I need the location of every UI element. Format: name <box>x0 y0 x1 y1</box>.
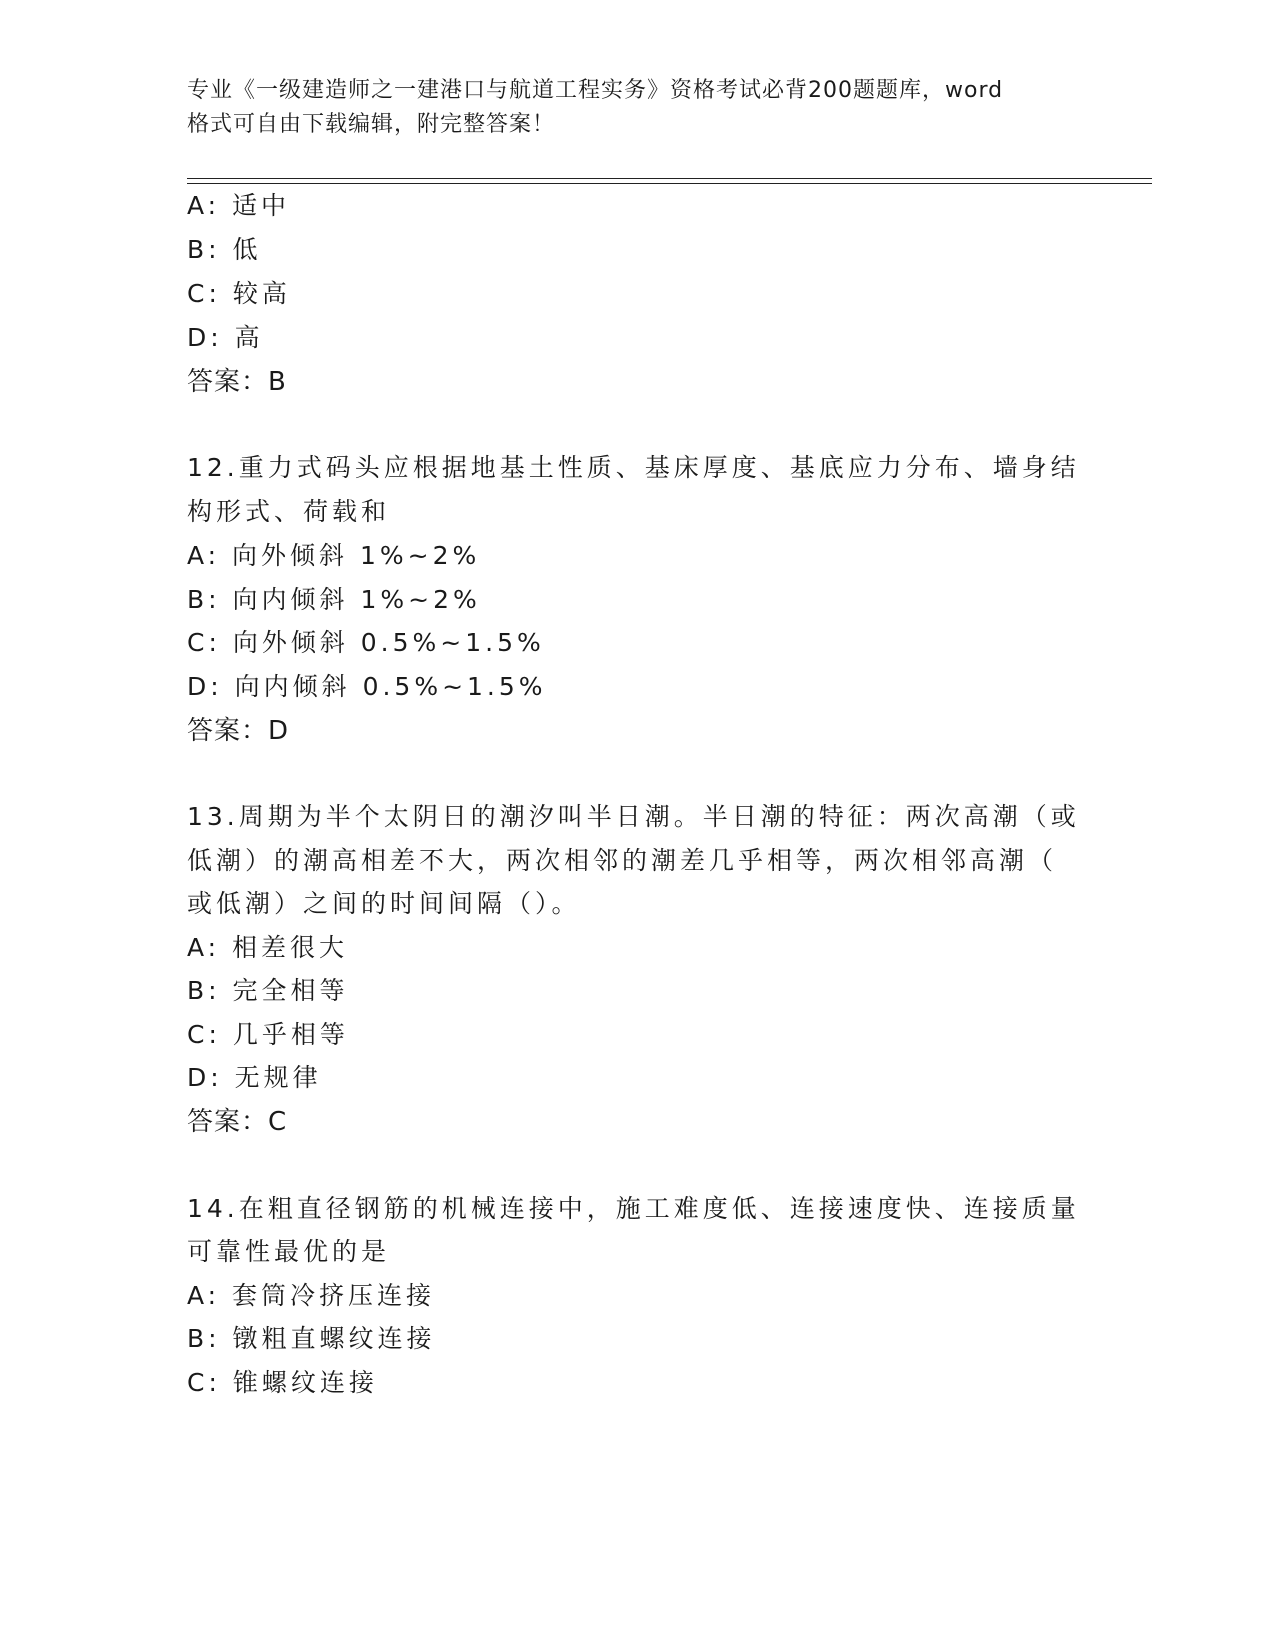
header-line-2: 格式可自由下载编辑，附完整答案！ <box>187 112 556 137</box>
q14-option-b: B: 镦粗直螺纹连接 <box>187 1324 436 1353</box>
q13-option-b: B: 完全相等 <box>187 976 349 1005</box>
q13-option-a: A: 相差很大 <box>187 933 349 962</box>
q13-stem-line-2: 低潮）的潮高相差不大，两次相邻的潮差几乎相等，两次相邻高潮（ <box>187 846 1058 875</box>
document-header <box>187 74 1067 142</box>
q11-option-d: D: 高 <box>187 323 264 352</box>
header-line-1: 专业《一级建造师之一建港口与航道工程实务》资格考试必背200题题库，word <box>187 78 1004 103</box>
q11-option-c: C: 较高 <box>187 279 291 308</box>
q14-stem-line-1: 14.在粗直径钢筋的机械连接中，施工难度低、连接速度快、连接质量 <box>187 1194 1080 1223</box>
header-divider-bottom <box>187 183 1152 184</box>
q13-stem-line-3: 或低潮）之间的时间间隔（）。 <box>187 889 581 918</box>
q12-stem-line-1: 12.重力式码头应根据地基土性质、基床厚度、基底应力分布、墙身结 <box>187 453 1080 482</box>
q13-option-c: C: 几乎相等 <box>187 1020 349 1049</box>
q13-stem-line-1: 13.周期为半个太阴日的潮汐叫半日潮。半日潮的特征：两次高潮（或 <box>187 802 1080 831</box>
q12-option-c: C: 向外倾斜 0.5%~1.5% <box>187 628 545 657</box>
q14-option-c: C: 锥螺纹连接 <box>187 1368 378 1397</box>
q12-answer: 答案：D <box>187 716 290 746</box>
q11-answer: 答案：B <box>187 367 287 397</box>
q14-stem-line-2: 可靠性最优的是 <box>187 1237 391 1266</box>
q11-option-b: B: 低 <box>187 235 262 264</box>
q13-option-d: D: 无规律 <box>187 1063 322 1092</box>
q12-option-a: A: 向外倾斜 1%~2% <box>187 541 481 570</box>
header-divider-top <box>187 178 1152 179</box>
q11-option-a: A: 适中 <box>187 191 291 220</box>
q13-answer: 答案：C <box>187 1107 288 1137</box>
q12-stem-line-2: 构形式、荷载和 <box>187 497 391 526</box>
q12-option-d: D: 向内倾斜 0.5%~1.5% <box>187 672 547 701</box>
q14-option-a: A: 套筒冷挤压连接 <box>187 1281 436 1310</box>
q12-option-b: B: 向内倾斜 1%~2% <box>187 585 481 614</box>
